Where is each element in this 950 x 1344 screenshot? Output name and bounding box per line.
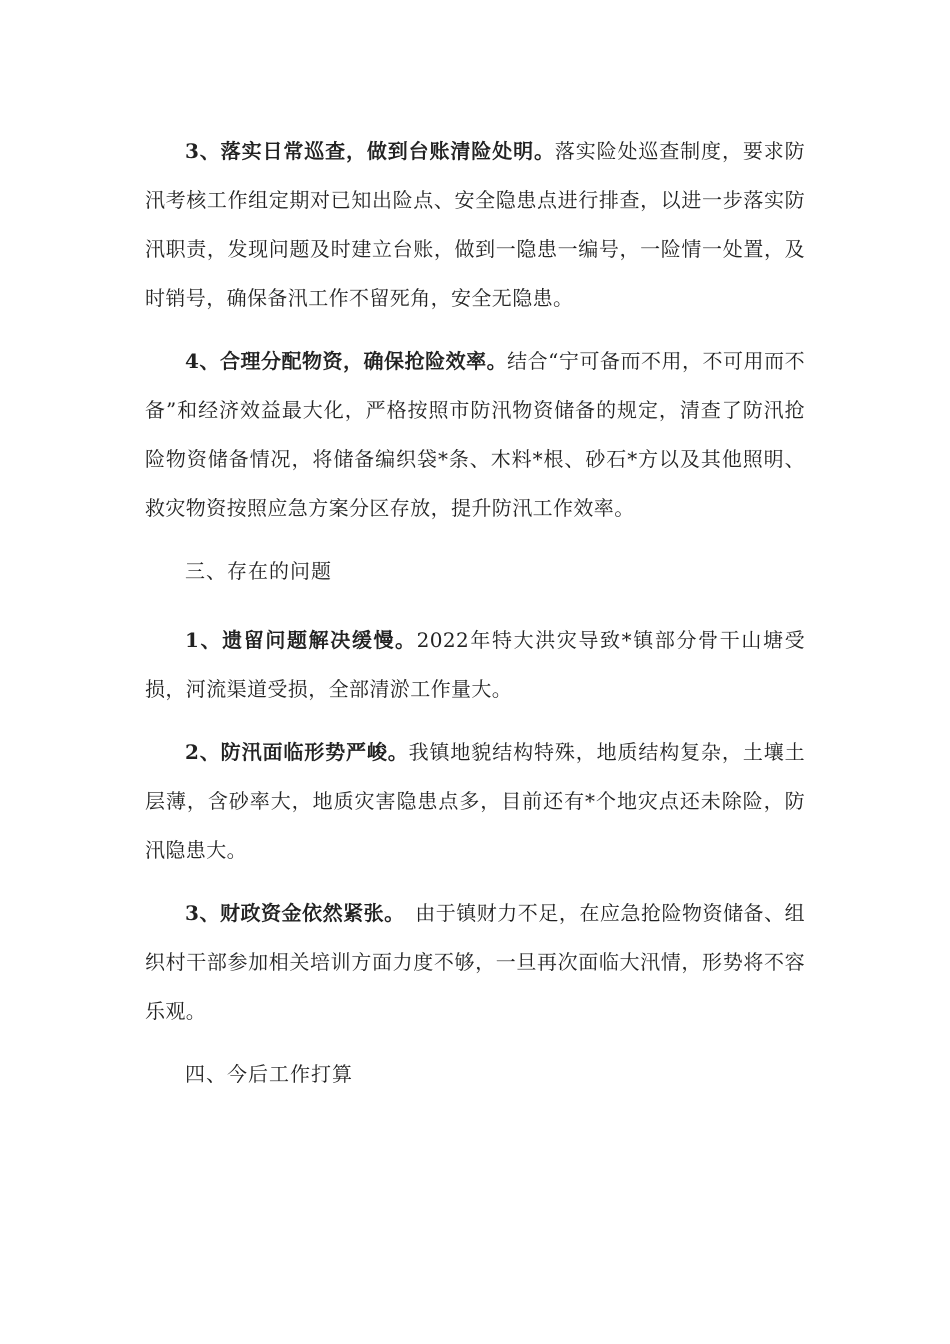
paragraph-lead: 1、遗留问题解决缓慢。 — [185, 628, 417, 652]
paragraph-problem-severe-situation — [145, 728, 805, 875]
paragraph-daily-inspection — [145, 127, 805, 323]
paragraph-text: 2022年特大洪灾导致*镇部分骨干山塘受损，河流渠道受损，全部清淤工作量大。 — [145, 628, 805, 701]
section-heading-future-plans: 四、今后工作打算 — [185, 1062, 353, 1086]
paragraph-lead: 3、财政资金依然紧张。 — [185, 901, 395, 925]
paragraph-lead: 3、落实日常巡查，做到台账清险处明。 — [185, 139, 555, 163]
paragraph-lead: 2、防汛面临形势严峻。 — [185, 740, 409, 764]
paragraph-problem-legacy — [145, 616, 805, 714]
paragraph-text: 落实险处巡查制度，要求防汛考核工作组定期对已知出险点、安全隐患点进行排查，以进一步落实防汛职责，发现问题及时建立台账，做到一隐患一编号，一险情一处置，及时销号，确保备汛工作不留死角，安全无隐患。 — [145, 139, 805, 310]
paragraph-lead: 4、合理分配物资，确保抢险效率。 — [185, 349, 508, 373]
section-heading-problems: 三、存在的问题 — [185, 559, 332, 583]
paragraph-text: 我镇地貌结构特殊，地质结构复杂，土壤土层薄，含砂率大，地质灾害隐患点多，目前还有*个地灾点还未除险，防汛隐患大。 — [145, 740, 805, 862]
paragraph-material-allocation — [145, 337, 805, 533]
paragraph-text: 结合“宁可备而不用，不可用而不备”和经济效益最大化，严格按照市防汛物资储备的规定，清查了防汛抢险物资储备情况，将储备编织袋*条、木料*根、砂石*方以及其他照明、救灾物资按照应急方案分区存放，提升防汛工作效率。 — [145, 349, 805, 520]
paragraph-text: 由于镇财力不足，在应急抢险物资储备、组织村干部参加相关培训方面力度不够，一旦再次面临大汛情，形势将不容乐观。 — [145, 901, 805, 1023]
paragraph-problem-funding — [145, 889, 805, 1036]
document-body — [145, 127, 805, 1119]
